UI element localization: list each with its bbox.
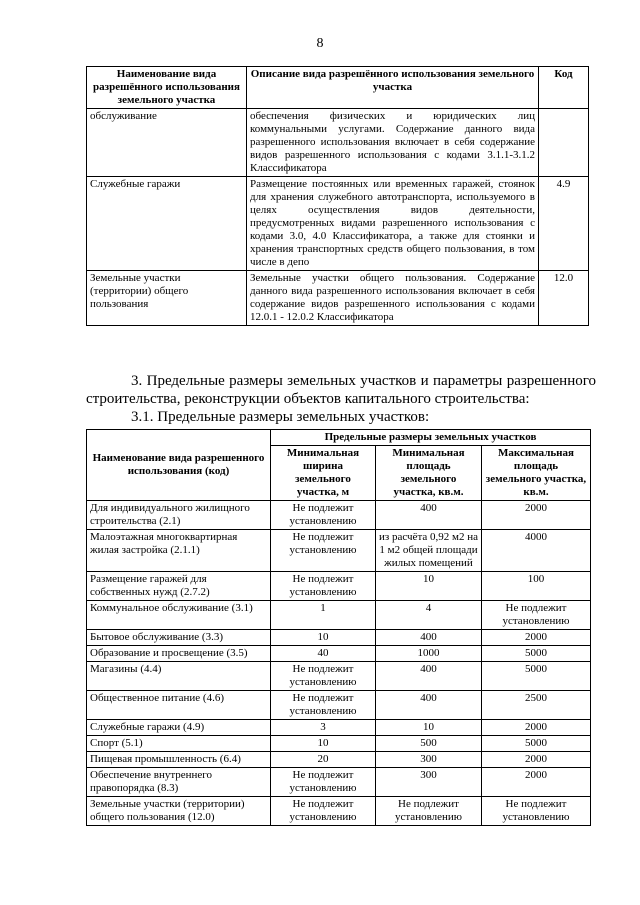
min-width-cell: Не подлежит установлению [271,662,376,691]
max-area-cell: Не подлежит установлению [482,797,591,826]
section-3-1-heading: 3.1. Предельные размеры земельных участков: [131,409,430,425]
use-name: обслуживание [87,109,247,177]
table2-header-min-area: Минимальная площадь земельного участка, кв.м. [376,446,482,501]
use-description: Земельные участки общего пользования. Содержание данного вида разрешенного использования включает в себя содержание видов разрешенного использования с кодами 12.0.1 - 12.0.2 Классификатора [247,271,539,326]
max-area-cell: 2000 [482,720,591,736]
min-area-cell: 10 [376,720,482,736]
table-row [87,109,589,177]
use-name-cell: Обеспечение внутреннего правопорядка (8.3) [87,768,271,797]
use-name-cell: Общественное питание (4.6) [87,691,271,720]
min-area-cell: 10 [376,572,482,601]
use-name-cell: Магазины (4.4) [87,662,271,691]
use-code: 12.0 [539,271,589,326]
min-area-cell: 400 [376,501,482,530]
table-row [87,768,591,797]
max-area-cell: Не подлежит установлению [482,601,591,630]
use-name-cell: Образование и просвещение (3.5) [87,646,271,662]
use-code [539,109,589,177]
max-area-cell: 5000 [482,646,591,662]
section-3-heading: 3. Предельные размеры земельных участков и параметры разрешенного строительства, реконструкции объектов капитального строительства: [86,373,596,407]
use-name-cell: Пищевая промышленность (6.4) [87,752,271,768]
table-row [87,691,591,720]
min-width-cell: Не подлежит установлению [271,501,376,530]
use-name: Земельные участки (территории) общего пользования [87,271,247,326]
table-row [87,720,591,736]
table-row [87,797,591,826]
min-area-cell: 500 [376,736,482,752]
min-width-cell: 3 [271,720,376,736]
table2-header-use-name: Наименование вида разрешенного использования (код) [87,430,271,501]
min-width-cell: Не подлежит установлению [271,797,376,826]
use-description: обеспечения физических и юридических лиц коммунальными услугами. Содержание данного вида разрешенного использования включает в себя содержание видов разрешенного использования с кодами 3.1.1-3.1.2 Классификатора [247,109,539,177]
min-area-cell: 4 [376,601,482,630]
min-width-cell: 40 [271,646,376,662]
min-area-cell: 400 [376,630,482,646]
max-area-cell: 5000 [482,662,591,691]
min-width-cell: Не подлежит установлению [271,768,376,797]
min-area-cell: Не подлежит установлению [376,797,482,826]
use-name-cell: Коммунальное обслуживание (3.1) [87,601,271,630]
use-name-cell: Для индивидуального жилищного строительства (2.1) [87,501,271,530]
min-area-cell: 400 [376,691,482,720]
min-width-cell: 1 [271,601,376,630]
max-area-cell: 100 [482,572,591,601]
table-row [87,572,591,601]
min-area-cell: 1000 [376,646,482,662]
plot-size-limits-table [86,429,591,826]
table-row [87,662,591,691]
table-row [87,736,591,752]
max-area-cell: 5000 [482,736,591,752]
table-row [87,601,591,630]
table1-header-code: Код [539,67,589,109]
table2-group-header: Предельные размеры земельных участков [271,430,591,446]
min-width-cell: 20 [271,752,376,768]
table2-header-min-width: Минимальная ширина земельного участка, м [271,446,376,501]
table-row [87,271,589,326]
min-width-cell: Не подлежит установлению [271,530,376,572]
use-name-cell: Размещение гаражей для собственных нужд (2.7.2) [87,572,271,601]
use-name-cell: Малоэтажная многоквартирная жилая застройка (2.1.1) [87,530,271,572]
table-row [87,752,591,768]
max-area-cell: 2500 [482,691,591,720]
table-row [87,501,591,530]
page-number: 8 [316,36,324,51]
min-width-cell: Не подлежит установлению [271,691,376,720]
table-row [87,646,591,662]
table2-header-max-area: Максимальная площадь земельного участка, кв.м. [482,446,591,501]
table1-header-name: Наименование вида разрешённого использования земельного участка [87,67,247,109]
use-code: 4.9 [539,177,589,271]
table-row [87,177,589,271]
table1-header-description: Описание вида разрешённого использования земельного участка [247,67,539,109]
table-row [87,630,591,646]
max-area-cell: 2000 [482,501,591,530]
use-description: Размещение постоянных или временных гаражей, стоянок для хранения служебного автотранспорта, используемого в целях осуществления видов деятельности, предусмотренных видами разрешенного использования с кодами 3.0, 4.0 Классификатора, а также для стоянки и хранения транспортных средств общего пользования, в том числе в депо [247,177,539,271]
min-area-cell: 300 [376,768,482,797]
max-area-cell: 4000 [482,530,591,572]
max-area-cell: 2000 [482,630,591,646]
use-name: Служебные гаражи [87,177,247,271]
use-name-cell: Земельные участки (территории) общего пользования (12.0) [87,797,271,826]
min-area-cell: 300 [376,752,482,768]
min-width-cell: 10 [271,736,376,752]
use-name-cell: Спорт (5.1) [87,736,271,752]
min-area-cell: 400 [376,662,482,691]
min-width-cell: Не подлежит установлению [271,572,376,601]
use-name-cell: Служебные гаражи (4.9) [87,720,271,736]
permitted-use-table [86,66,589,326]
table-row [87,530,591,572]
max-area-cell: 2000 [482,768,591,797]
min-width-cell: 10 [271,630,376,646]
max-area-cell: 2000 [482,752,591,768]
min-area-cell: из расчёта 0,92 м2 на 1 м2 общей площади жилых помещений [376,530,482,572]
use-name-cell: Бытовое обслуживание (3.3) [87,630,271,646]
